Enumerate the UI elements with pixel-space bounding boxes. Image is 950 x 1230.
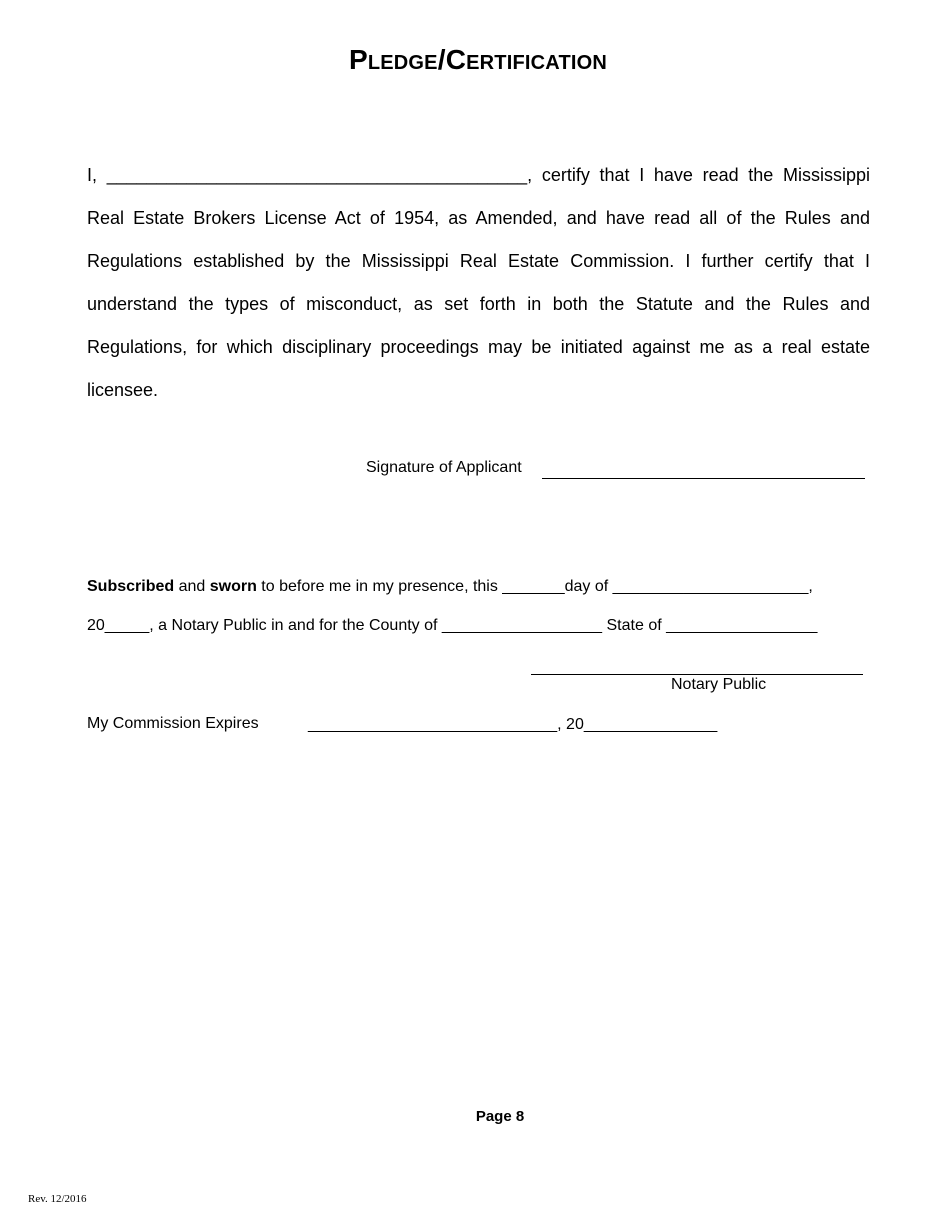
page-title: Pledge/Certification: [348, 44, 608, 75]
and-word: and: [174, 578, 210, 595]
notary-signature-line[interactable]: [531, 674, 863, 675]
page-number: Page 8: [475, 1108, 525, 1125]
commission-expires-label: My Commission Expires: [87, 715, 259, 732]
subscribed-word: Subscribed: [87, 578, 175, 595]
certification-paragraph: [87, 154, 870, 412]
sworn-statement-line1: [87, 578, 870, 596]
certification-body: , certify that I have read the Mississippi Real Estate Brokers License Act of 1954, as Amended, and have read all of the Rules and Regulations established by the Mississippi Real Estate Commission. I further certify that I understand the types of misconduct, as set forth in both the Statute and the Rules and Regulations, for which disciplinary proceedings may be initiated against me as a real estate licensee.: [87, 165, 870, 400]
applicant-name-blank[interactable]: __________________________________________: [106, 165, 528, 185]
applicant-signature-line[interactable]: [542, 478, 865, 479]
sworn-statement-line2: 20_____, a Notary Public in and for the County of __________________ State of _________________: [87, 617, 818, 634]
signature-label: Signature of Applicant: [366, 459, 522, 476]
notary-public-label: Notary Public: [671, 676, 767, 693]
sworn-word: sworn: [209, 578, 257, 595]
sworn-statement-rest: to before me in my presence, this _______day of ______________________,: [256, 578, 813, 595]
revision-note: Rev. 12/2016: [28, 1193, 87, 1205]
commission-expires-blank[interactable]: ____________________________, 20_______________: [308, 716, 718, 733]
certification-prefix: I,: [87, 165, 107, 185]
